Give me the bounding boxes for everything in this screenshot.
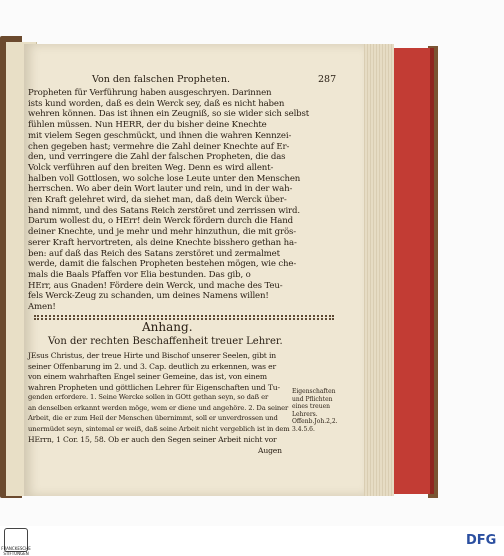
page-edges [362, 44, 394, 496]
text-line: halben voll Gottlosen, wo solche lose Leute unter den Menschen [28, 173, 301, 184]
text-line: den, und verringere die Zahl der falschen Propheten, die das [28, 152, 286, 163]
margin-note: eines treuen [292, 403, 330, 410]
text-line: mit vielem Segen geschmückt, und ihnen die wahren Kennzei- [28, 130, 292, 141]
appendix-line: Arbeit, die er zum Heil der Menschen übernimmt, soll er unverdrossen und [28, 414, 278, 422]
text-line: ren Kraft gelehret wird, da siehet man, daß dein Werck über- [28, 195, 287, 205]
appendix-line: an denselben erkannt werden möge, wem er diene und angehöre. 2. Da seiner [28, 403, 289, 412]
margin-note: und Pflichten [292, 395, 333, 403]
text-line: fels Werck-Zeug zu schanden, um deines Namens willen! [28, 291, 269, 302]
appendix-line: seiner Offenbarung im 2. und 3. Cap. deutlich zu erkennen, was er [28, 361, 276, 371]
page-number: 287 [318, 74, 337, 85]
running-head: Von den falschen Propheten. [92, 74, 231, 85]
text-line: deiner Knechte, und je mehr und mehr hinzuthun, die mit grös- [28, 227, 296, 238]
appendix-line: HErrn, 1 Cor. 15, 58. Ob er auch den Segen seiner Arbeit nicht vor [28, 435, 277, 444]
appendix-line: wahren Propheten und göttlichen Lehrer für Eigenschaften und Tu- [28, 382, 280, 392]
text-line: Amen! [28, 302, 56, 312]
footer-bar [0, 526, 504, 556]
text-line: HErr, aus Gnaden! Fördere dein Werck, und mache des Teu- [28, 280, 283, 291]
appendix-line: genden erfordere. 1. Seine Wercke sollen in GOtt gethan seyn, so daß er [28, 393, 269, 401]
text-line: herrschen. Wo aber dein Wort lauter und rein, und in der wah- [28, 184, 293, 195]
section-divider [34, 315, 334, 317]
margin-note: Offenb.Joh.2,2. [292, 418, 338, 425]
appendix-line: Augen [258, 445, 282, 455]
text-line: Volck verführen auf den breiten Weg. Denn es wird allent- [28, 162, 274, 173]
text-line: ben: auf daß das Reich des Satans zerstöret und zermalmet [28, 248, 280, 259]
library-logo-text: FRANCKESCHE STIFTUNGEN [1, 546, 31, 556]
text-line: fühlen müssen. Nun HERR, der du bisher deine Knechte [28, 120, 267, 131]
text-line: Propheten für Verführung haben ausgeschryen. Darinnen [28, 88, 272, 98]
margin-note: Lehrers. [292, 410, 318, 418]
dfg-logo: DFG [466, 533, 497, 548]
text-line: wehren können. Das ist ihnen ein Zeugniß, so sie wider sich selbst [28, 109, 310, 120]
text-line: chen gegeben hast; vermehre die Zahl deiner Knechte auf Er- [28, 141, 290, 152]
appendix-heading: Anhang. [142, 320, 193, 334]
margin-note: Eigenschaften [292, 388, 336, 395]
appendix-line: JEsus Christus, der treue Hirte und Bischof unserer Seelen, gibt in [28, 351, 276, 360]
margin-note: 3.4.5.6. [292, 425, 315, 433]
appendix-subheading: Von der rechten Beschaffenheit treuer Lehrer. [48, 336, 283, 347]
appendix-line: unermüdet seyn, sintemal er weiß, daß seine Arbeit nicht vergeblich ist in dem [28, 424, 290, 433]
text-line: serer Kraft hervortreten, als deine Knechte bisshero gethan ha- [28, 237, 297, 248]
red-page-edges [394, 48, 434, 494]
appendix-line: von einem wahrhaften Engel seiner Gemeine, das ist, von einem [28, 372, 267, 381]
text-line: hand nimmt, und des Satans Reich zerstöret und zerrissen wird. [28, 205, 300, 216]
text-line: werde, damit die falschen Propheten bestehen mögen, wie che- [28, 259, 297, 270]
text-line: ists kund worden, daß es dein Werck sey, daß es nicht haben [28, 98, 285, 109]
text-line: Darum wollest du, o HErr! dein Werck fördern durch die Hand [28, 216, 294, 227]
text-line: mals die Baals Pfaffen vor Elia bestunden. Das gib, o [28, 269, 251, 280]
